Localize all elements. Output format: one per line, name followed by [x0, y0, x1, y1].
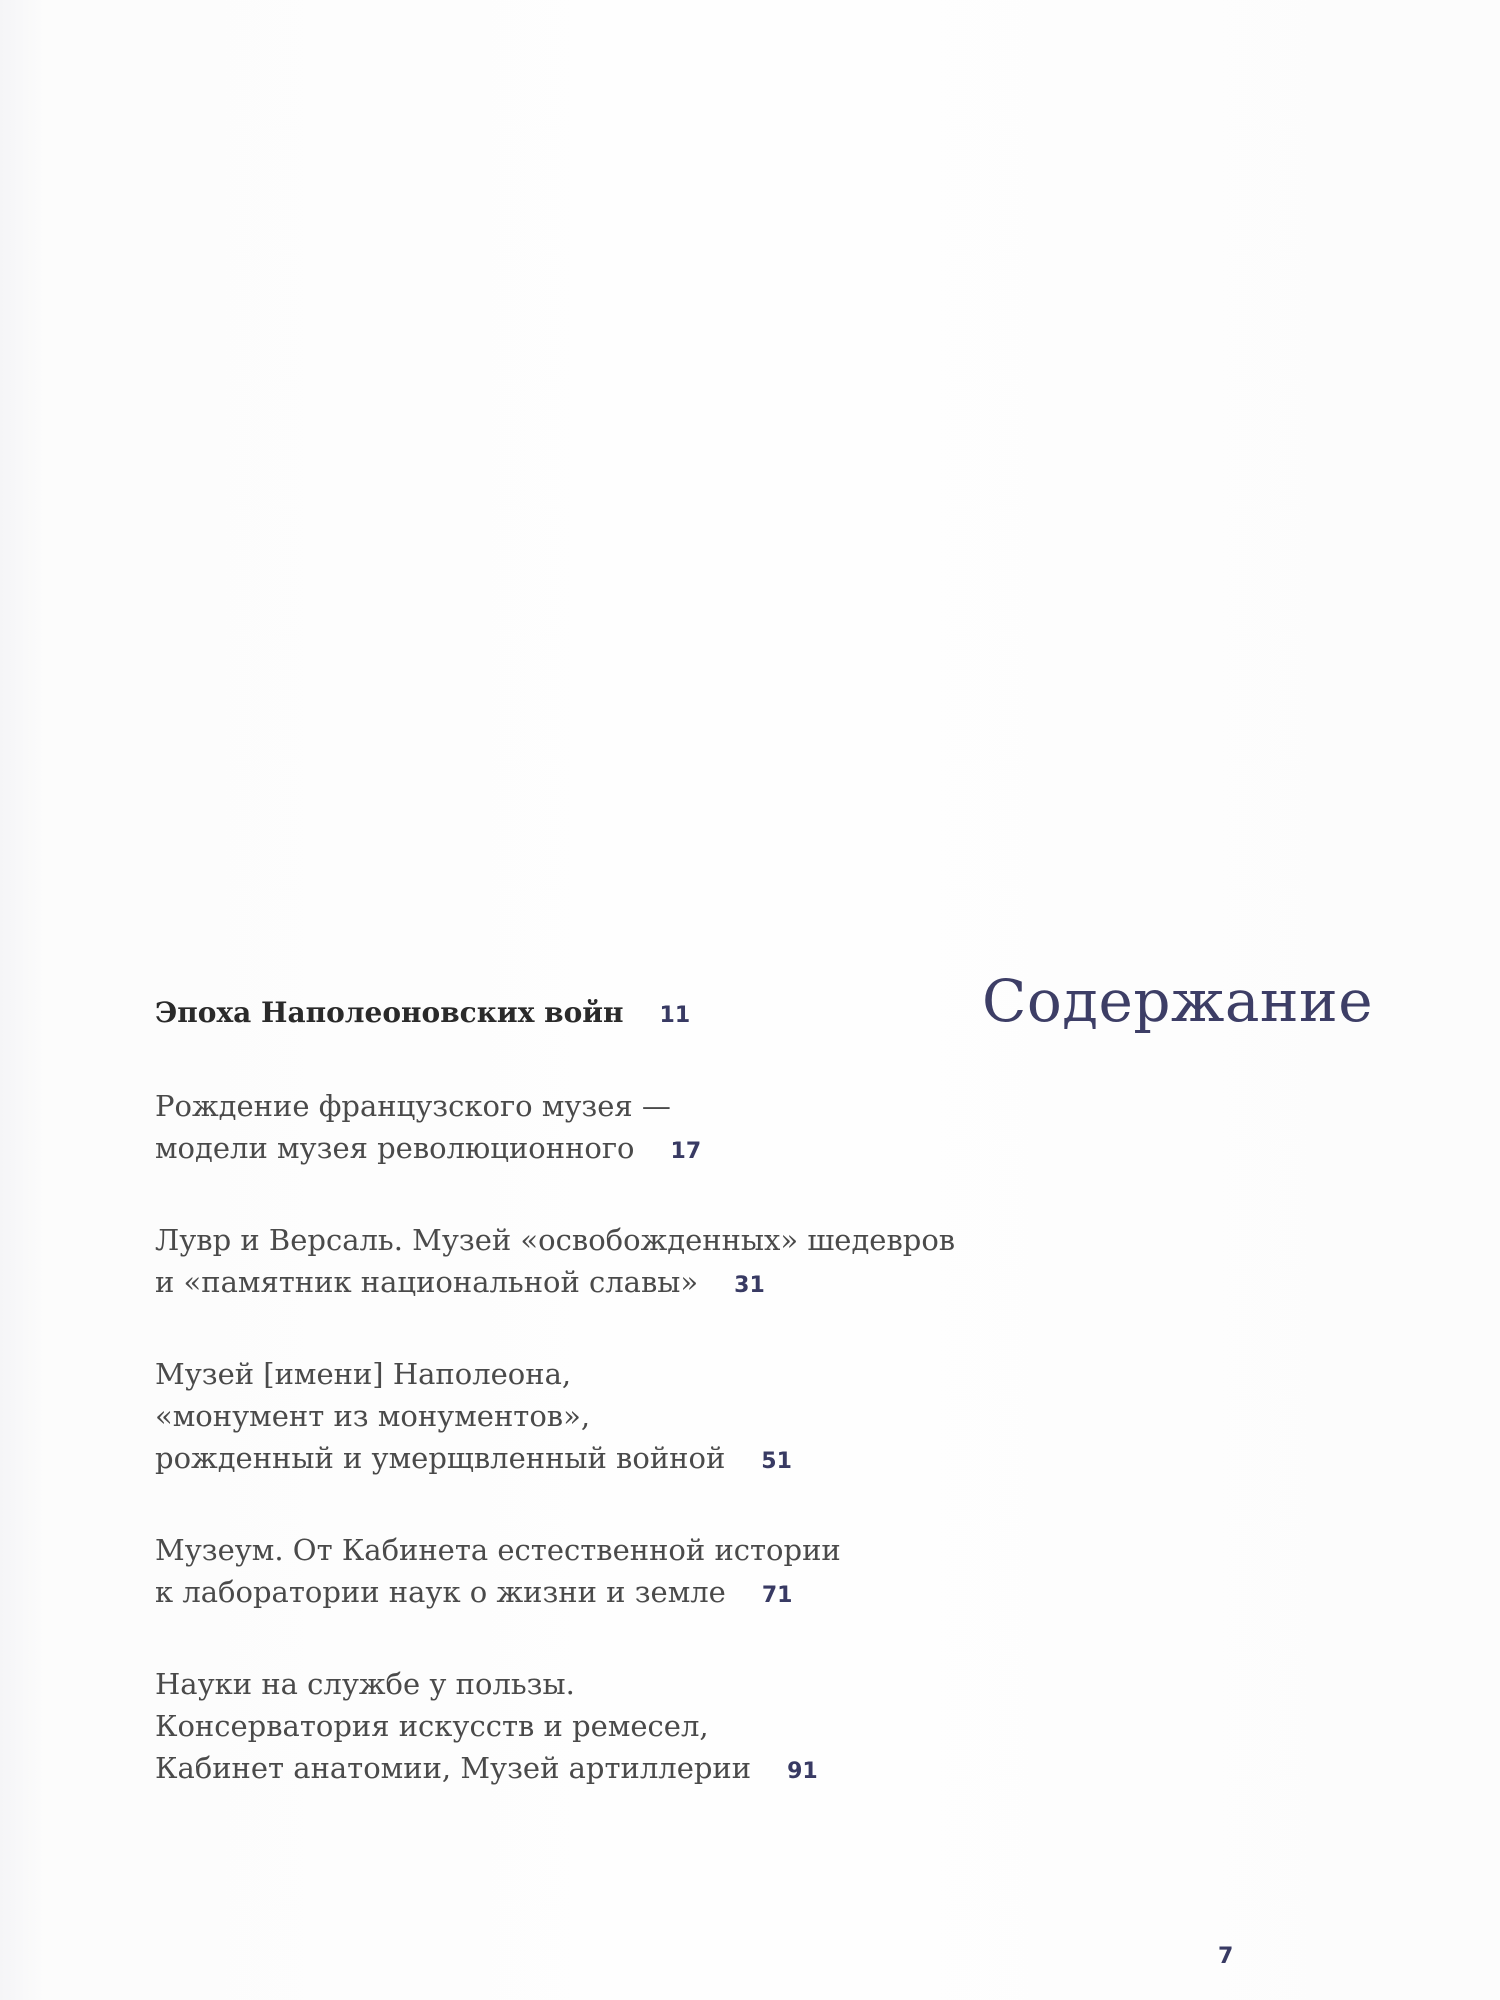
toc-page-number: 31: [734, 1273, 765, 1298]
toc-entry-line: [155, 1705, 955, 1747]
toc-page-number: 51: [761, 1449, 792, 1474]
toc-entry-text: рожденный и умерщвленный войной: [155, 1441, 726, 1475]
toc-entry-line: [155, 1571, 955, 1617]
toc-entry-line: [155, 1663, 955, 1705]
page-number: 7: [1218, 1944, 1234, 1969]
toc-entry-line: [155, 1353, 955, 1395]
toc-entry-text: Науки на службе у пользы.: [155, 1667, 575, 1701]
toc-entry-line: [155, 1529, 955, 1571]
toc-page-number: 71: [761, 1583, 793, 1608]
toc-page-number: 91: [787, 1759, 818, 1784]
toc-entry-line: [155, 1747, 955, 1793]
toc-entry-text: Музей [имени] Наполеона,: [155, 1357, 572, 1391]
toc-entry-line: [155, 1219, 955, 1261]
toc-entry-text: модели музея революционного: [155, 1131, 635, 1165]
toc-entry: [155, 992, 955, 1037]
toc-entry-line: [155, 1127, 955, 1173]
toc-entry-text: Рождение французского музея —: [155, 1089, 671, 1123]
toc-entry: [155, 1529, 955, 1617]
toc-entry-line: [155, 1261, 955, 1307]
toc-entry-line: [155, 992, 955, 1037]
toc-entry-text: к лаборатории наук о жизни и земле: [155, 1575, 726, 1609]
toc-entry: [155, 1085, 955, 1173]
toc-entry-line: [155, 1395, 955, 1437]
toc-entry-text: Кабинет анатомии, Музей артиллерии: [155, 1751, 752, 1785]
toc-entry: [155, 1353, 955, 1483]
toc-entry-line: [155, 1437, 955, 1483]
table-of-contents: [155, 992, 955, 1839]
toc-page-number: 11: [659, 1003, 691, 1028]
toc-entry-text: «монумент из монументов»,: [155, 1399, 591, 1433]
toc-entry-text: и «памятник национальной славы»: [155, 1265, 699, 1299]
toc-entry-text: Музеум. От Кабинета естественной истории: [155, 1533, 841, 1567]
toc-entry: [155, 1663, 955, 1793]
toc-entry-text: Лувр и Версаль. Музей «освобожденных» шедевров: [155, 1223, 956, 1257]
toc-entry-text: Консерватория искусств и ремесел,: [155, 1709, 709, 1743]
toc-entry: [155, 1219, 955, 1307]
toc-entry-line: [155, 1085, 955, 1127]
page-title: Содержание: [982, 967, 1374, 1035]
toc-page-number: 17: [670, 1139, 702, 1164]
toc-entry-text: Эпоха Наполеоновских войн: [155, 996, 624, 1029]
